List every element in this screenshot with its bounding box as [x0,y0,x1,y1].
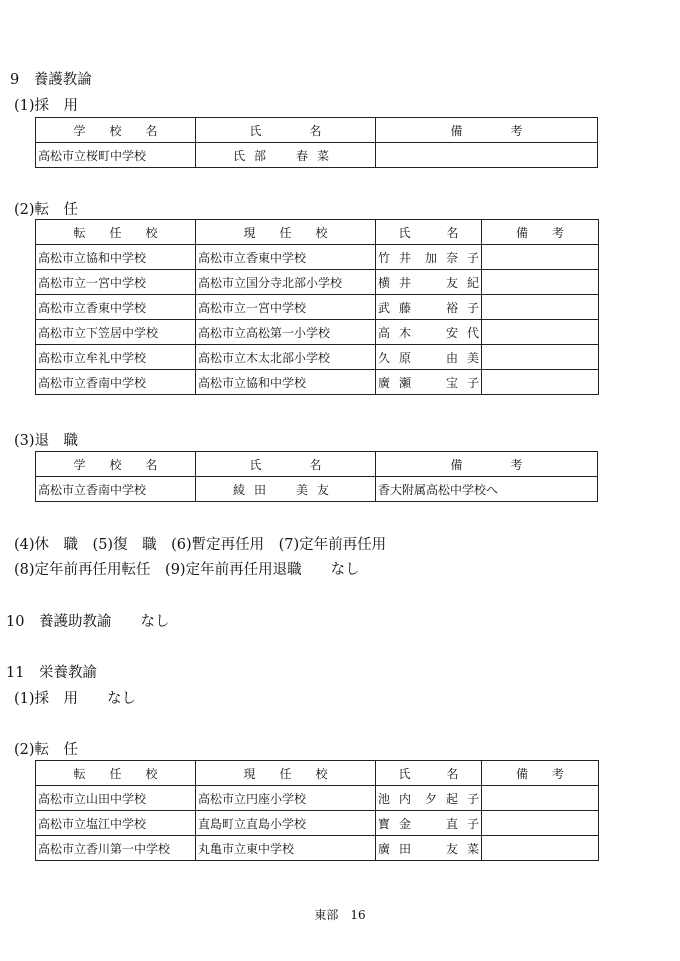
transfer-to-cell: 高松市立山田中学校 [36,786,196,811]
section-11-title: 11 栄養教諭 [6,665,97,681]
current-school-cell: 高松市立協和中学校 [196,370,376,395]
table-header [36,220,599,245]
s9-retire-label: (3)退 職 [14,433,79,449]
name-cell [376,786,488,811]
family-name: 廣瀬 [378,375,421,390]
header-cell: 氏 名 [376,220,482,245]
header-name: 氏 名 [196,452,376,477]
table-row [36,245,599,270]
transfer-to-cell: 高松市立香川第一中学校 [36,836,196,861]
table-header [36,452,598,477]
family-name: 高木 [378,325,421,340]
note-cell [376,143,598,168]
header-school: 学 校 名 [36,118,196,143]
table-row [36,345,599,370]
family-name: 竹井 [378,250,421,265]
name-cell [376,345,488,370]
note-cell [482,270,599,295]
transfer-to-cell: 高松市立下笠居中学校 [36,320,196,345]
transfer-to-cell: 高松市立協和中学校 [36,245,196,270]
name-cell [376,811,488,836]
current-school-cell: 直島町立直島小学校 [196,811,376,836]
header-name: 氏 名 [196,118,376,143]
s9-retire-table [35,451,598,502]
s9-transfer-table [35,219,599,395]
s9-other-line-1: (4)休 職 (5)復 職 (6)暫定再任用 (7)定年前再任用 [14,537,387,553]
given-name: 宝子 [445,375,488,390]
given-name: 裕子 [445,300,488,315]
given-name: 直子 [445,816,488,831]
name-cell [376,836,488,861]
s11-transfer-label: (2)転 任 [14,742,79,758]
name-cell: 氏部 春菜 [196,143,376,168]
table-header [36,761,599,786]
name-cell [376,320,488,345]
school-cell: 高松市立桜町中学校 [36,143,196,168]
current-school-cell: 高松市立木太北部小学校 [196,345,376,370]
s11-hire-line: (1)採 用 なし [14,691,137,707]
current-school-cell: 高松市立香東中学校 [196,245,376,270]
s9-other-line-2: (8)定年前再任用転任 (9)定年前再任用退職 なし [14,562,360,578]
table-row [36,786,599,811]
given-name: 夕起子 [424,791,488,806]
s11-transfer-table [35,760,599,861]
table-header [36,118,598,143]
transfer-to-cell: 高松市立塩江中学校 [36,811,196,836]
given-name: 由美 [445,350,488,365]
header-cell: 転 任 校 [36,761,196,786]
header-cell: 転 任 校 [36,220,196,245]
note-cell [482,836,599,861]
table-row [36,836,599,861]
note-cell [482,811,599,836]
note-cell [482,370,599,395]
name-cell [376,295,488,320]
section-10-title: 10 養護助教諭 なし [6,614,170,630]
given-name: 加奈子 [424,250,488,265]
name-cell [376,245,488,270]
current-school-cell: 丸亀市立東中学校 [196,836,376,861]
family-name: 廣田 [378,841,421,856]
table-row [36,320,599,345]
given-name: 友菜 [445,841,488,856]
s9-transfer-label: (2)転 任 [14,202,79,218]
school-cell: 高松市立香南中学校 [36,477,196,502]
note-cell [482,345,599,370]
name-cell [376,370,488,395]
header-cell: 現 任 校 [196,761,376,786]
header-cell: 氏 名 [376,761,482,786]
name-cell [376,270,488,295]
current-school-cell: 高松市立高松第一小学校 [196,320,376,345]
note-cell [482,295,599,320]
note-cell [482,320,599,345]
table-row [36,143,598,168]
header-cell: 現 任 校 [196,220,376,245]
header-school: 学 校 名 [36,452,196,477]
transfer-to-cell: 高松市立牟礼中学校 [36,345,196,370]
note-cell: 香大附属高松中学校へ [376,477,598,502]
table-row [36,370,599,395]
current-school-cell: 高松市立円座小学校 [196,786,376,811]
header-cell: 備 考 [482,761,599,786]
note-cell [482,245,599,270]
family-name: 寳金 [378,816,421,831]
given-name: 友紀 [445,275,488,290]
page-footer: 東部 16 [314,908,366,922]
name-cell: 綾田 美友 [196,477,376,502]
table-row [36,811,599,836]
table-row [36,477,598,502]
header-cell: 備 考 [482,220,599,245]
transfer-to-cell: 高松市立香東中学校 [36,295,196,320]
table-row [36,270,599,295]
family-name: 武藤 [378,300,421,315]
header-note: 備 考 [376,118,598,143]
s9-hire-table [35,117,598,168]
given-name: 安代 [445,325,488,340]
family-name: 久原 [378,350,421,365]
family-name: 横井 [378,275,421,290]
current-school-cell: 高松市立一宮中学校 [196,295,376,320]
table-row [36,295,599,320]
note-cell [482,786,599,811]
header-note: 備 考 [376,452,598,477]
current-school-cell: 高松市立国分寺北部小学校 [196,270,376,295]
family-name: 池内 [378,791,421,806]
transfer-to-cell: 高松市立香南中学校 [36,370,196,395]
transfer-to-cell: 高松市立一宮中学校 [36,270,196,295]
s9-hire-label: (1)採 用 [14,98,79,114]
section-9-title: 9 養護教論 [10,72,92,88]
